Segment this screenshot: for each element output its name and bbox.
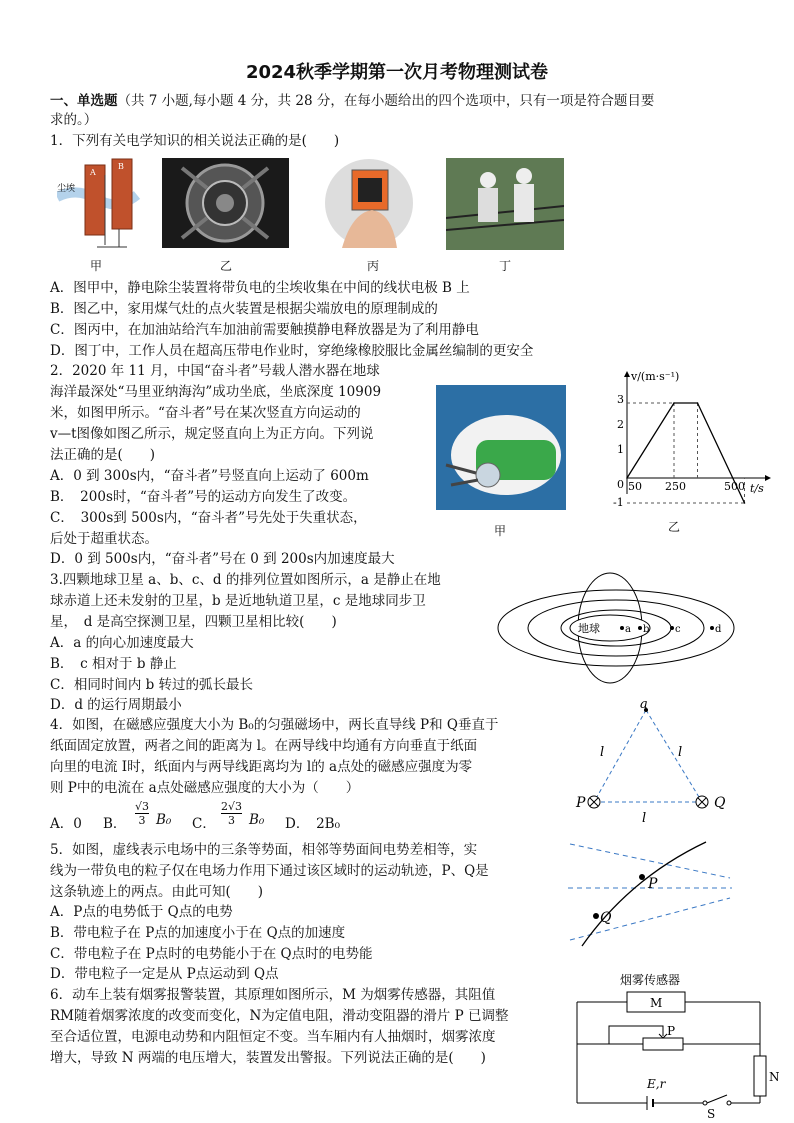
q1-label-bing: 丙	[367, 259, 380, 273]
q1-stem: 1．下列有关电学知识的相关说法正确的是( )	[50, 133, 340, 149]
vt-ytick-3: 3	[617, 393, 624, 406]
q2-option-c: C． 300s到 500s内，“奋斗者”号先处于失重状态，	[50, 510, 367, 526]
m-label: M	[650, 996, 663, 1010]
q2-stem-line5: 法正确的是( )	[50, 447, 156, 463]
side-l-bottom: l	[642, 811, 647, 826]
vt-point-0	[626, 477, 628, 479]
q2-stem-line1: 2．2020 年 11 月，中国“奋斗者”号载人潜水器在地球	[50, 363, 380, 379]
q3-stem-line1: 3.四颗地球卫星 a、b、c、d 的排列位置如图所示，a 是静止在地	[50, 572, 441, 588]
q5-option-c: C．带电粒子在 P点时的电势能小于在 Q点时的电势能	[50, 946, 373, 962]
q6-stem-line2: RM随着烟雾浓度的改变而变化，N为定值电阻，滑动变阻器的滑片 P 已调整	[50, 1008, 509, 1024]
sat-b-label: b	[643, 624, 650, 635]
wire-q-label: Q	[714, 795, 726, 811]
q4-stem-line4: 则 P中的电流在 a点处磁感应强度的大小为（ ）	[50, 780, 360, 796]
q1-option-b: B．图乙中，家用煤气灶的点火装置是根据尖端放电的原理制成的	[50, 301, 438, 317]
section-desc-line2: 求的。）	[50, 112, 98, 128]
dust-label: 尘埃	[57, 184, 76, 194]
magnetic-field-diagram	[560, 698, 740, 828]
q5-stem-line3: 这条轨迹上的两点。由此可知( )	[50, 884, 264, 900]
section-desc-line1: （共 7 小题,每小题 4 分，共 28 分，在每小题给出的四个选项中，只有一项是符合题目要	[117, 93, 655, 109]
q2-option-c-cont: 后处于超重状态。	[50, 531, 158, 547]
q5-stem-line1: 5．如图，虚线表示电场中的三条等势面，相邻等势面间电势差相等，实	[50, 842, 478, 858]
q4-option-a: A．0	[50, 816, 82, 832]
q5-option-d: D．带电粒子一定是从 P点运动到 Q点	[50, 966, 279, 982]
vt-xtick-500: 500	[724, 480, 745, 493]
q4-option-b-frac	[135, 800, 149, 827]
sat-a-label: a	[625, 624, 631, 635]
q1-option-a: A．图甲中，静电除尘装置将带负电的尘埃收集在中间的线状电极 B 上	[50, 280, 470, 296]
point-p-label: P	[648, 876, 658, 892]
equipotential-diagram	[560, 838, 740, 948]
q3-option-a: A．a 的向心加速度最大	[50, 635, 194, 651]
wire-p-label: P	[576, 795, 586, 811]
electrode-a-label: A	[90, 168, 96, 177]
sat-c-label: c	[675, 624, 681, 635]
electrode-b-label: B	[118, 162, 124, 171]
q4-option-c-frac	[221, 800, 242, 827]
section-header	[50, 92, 654, 110]
q2-stem-line3: 米，如图甲所示。“奋斗者”号在某次竖直方向运动的	[50, 405, 361, 421]
gas-stove-image	[162, 158, 289, 248]
vt-ytick-1: 1	[617, 443, 624, 456]
vt-ytick-2: 2	[617, 418, 624, 431]
q1-option-d: D．图丁中，工作人员在超高压带电作业时，穿绝缘橡胶服比金属丝编制的更安全	[50, 343, 534, 359]
q3-stem-line3: 星， d 是高空探测卫星，四颗卫星相比较( )	[50, 614, 337, 630]
q4-option-c: C．	[192, 816, 216, 832]
q4-stem-line2: 纸面固定放置，两者之间的距离为 l。在两导线中均通有方向垂直于纸面	[50, 738, 478, 754]
vt-point-2	[697, 402, 699, 404]
q3-option-d: D．d 的运行周期最小	[50, 697, 182, 713]
vt-xtick-250: 250	[665, 480, 686, 493]
q2-option-b: B． 200s时，“奋斗者”号的运动方向发生了改变。	[50, 489, 357, 505]
static-release-image	[322, 158, 416, 248]
page-title: 2024秋季学期第一次月考物理测试卷	[245, 62, 549, 83]
q4-c-den: 3	[228, 814, 235, 827]
vt-ytick-0: 0	[617, 478, 624, 491]
vt-point-3	[744, 502, 746, 504]
side-l-left: l	[600, 745, 605, 760]
q2-label-jia: 甲	[494, 524, 507, 538]
q6-stem-line1: 6．动车上装有烟雾报警装置，其原理如图所示，M 为烟雾传感器，其阻值	[50, 987, 496, 1003]
q4-stem-line3: 向里的电流 I时，纸面内与两导线距离均为 l的 a点处的磁感应强度为零	[50, 759, 473, 775]
electrostatic-precipitator-image	[57, 155, 157, 250]
q2-option-d: D．0 到 500s内，“奋斗者”号在 0 到 200s内加速度最大	[50, 551, 395, 567]
vt-ytick-neg1: -1	[613, 496, 624, 509]
q4-c-num: 2√3	[221, 800, 243, 813]
sat-d-label: d	[715, 624, 722, 635]
q3-option-c: C．相同时间内 b 转过的弧长最长	[50, 677, 254, 693]
vt-ylabel: v/(m·s⁻¹)	[631, 370, 680, 383]
q4-stem-line1: 4．如图，在磁感应强度大小为 B₀的匀强磁场中，两长直导线 P和 Q垂直于	[50, 717, 499, 733]
vt-xtick-50: 50	[628, 480, 642, 493]
n-label: N	[769, 1070, 780, 1084]
q5-stem-line2: 线为一带负电的粒子仅在电场力作用下通过该区域时的运动轨迹，P、Q是	[50, 863, 489, 879]
section-heading: 一、单选题	[50, 93, 118, 109]
q4-option-d: D． 2B₀	[285, 816, 340, 832]
q1-label-ding: 丁	[499, 259, 512, 273]
q5-option-b: B．带电粒子在 P点的加速度小于在 Q点的加速度	[50, 925, 346, 941]
point-q-label: Q	[600, 910, 612, 926]
p-label: P	[667, 1024, 676, 1038]
live-work-image	[446, 158, 564, 250]
q2-label-yi: 乙	[668, 520, 681, 534]
vt-graph	[600, 366, 780, 516]
q2-option-a: A．0 到 300s内，“奋斗者”号竖直向上运动了 600m	[50, 468, 369, 484]
point-a-label: a	[640, 698, 648, 712]
q2-stem-line2: 海洋最深处“马里亚纳海沟”成功坐底，坐底深度 10909	[50, 384, 382, 400]
q4-b-den: 3	[138, 814, 146, 827]
sensor-label: 烟雾传感器	[620, 973, 681, 987]
q5-option-a: A．P点的电势低于 Q点的电势	[50, 904, 233, 920]
side-l-right: l	[678, 745, 683, 760]
q4-b-tail: B₀	[156, 812, 172, 828]
q4-c-tail: B₀	[249, 812, 265, 828]
q2-stem-line4: v—t图像如图乙所示，规定竖直向上为正方向。下列说	[50, 426, 374, 442]
q3-option-b: B． c 相对于 b 静止	[50, 656, 177, 672]
q6-stem-line4: 增大，导致 N 两端的电压增大，装置发出警报。下列说法正确的是( )	[50, 1050, 486, 1066]
q1-option-c: C．图丙中，在加油站给汽车加油前需要触摸静电释放器是为了利用静电	[50, 322, 479, 338]
vt-point-1	[673, 402, 675, 404]
smoke-alarm-circuit	[565, 968, 780, 1120]
q4-b-num: √3	[135, 800, 150, 813]
submersible-image	[436, 385, 566, 510]
satellite-orbit-diagram	[494, 570, 758, 690]
q3-stem-line2: 球赤道上还未发射的卫星，b 是近地轨道卫星，c 是地球同步卫	[50, 593, 426, 609]
q6-stem-line3: 至合适位置，电源电动势和内阻恒定不变。当车厢内有人抽烟时，烟雾浓度	[50, 1029, 496, 1045]
earth-label: 地球	[578, 622, 600, 635]
q1-label-jia: 甲	[90, 259, 103, 273]
er-label: E,r	[647, 1077, 666, 1091]
q4-option-b: B．	[103, 816, 127, 832]
q1-label-yi: 乙	[220, 259, 233, 273]
vt-xlabel: t/s	[750, 482, 764, 495]
s-label: S	[707, 1107, 716, 1120]
